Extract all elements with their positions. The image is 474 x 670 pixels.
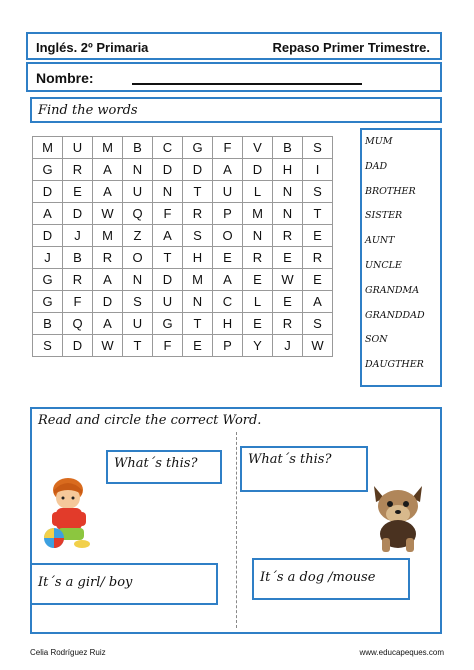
word-list-item: MUM — [365, 136, 393, 147]
grid-cell[interactable]: R — [243, 247, 273, 269]
grid-cell[interactable]: N — [243, 225, 273, 247]
grid-cell[interactable]: A — [153, 225, 183, 247]
grid-cell[interactable]: D — [33, 225, 63, 247]
word-list-item: DAUGTHER — [365, 359, 424, 371]
grid-row — [33, 247, 333, 269]
grid-cell[interactable]: E — [273, 291, 303, 313]
dog-illustration — [364, 480, 432, 554]
grid-row — [33, 335, 333, 357]
grid-cell[interactable]: A — [93, 181, 123, 203]
grid-cell[interactable]: F — [153, 335, 183, 357]
grid-cell[interactable]: E — [273, 247, 303, 269]
grid-cell[interactable]: J — [273, 335, 303, 357]
grid-cell[interactable]: M — [183, 269, 213, 291]
question-right-text: What´s this? — [248, 452, 332, 467]
grid-cell[interactable]: J — [63, 225, 93, 247]
answer-right-text: It´s a dog /mouse — [260, 570, 376, 585]
word-list-item: UNCLE — [365, 259, 402, 271]
grid-cell[interactable]: M — [93, 137, 123, 159]
grid-cell[interactable]: U — [123, 313, 153, 335]
grid-cell[interactable]: R — [273, 225, 303, 247]
grid-cell[interactable]: B — [273, 137, 303, 159]
grid-cell[interactable]: E — [243, 313, 273, 335]
grid-cell[interactable]: A — [213, 269, 243, 291]
grid-cell[interactable]: B — [63, 247, 93, 269]
grid-cell[interactable]: O — [123, 247, 153, 269]
grid-cell[interactable]: H — [183, 247, 213, 269]
grid-cell[interactable]: G — [33, 291, 63, 313]
grid-cell[interactable]: D — [33, 181, 63, 203]
read-circle-title: Read and circle the correct Word. — [38, 413, 262, 428]
grid-cell[interactable]: G — [33, 159, 63, 181]
grid-cell[interactable]: D — [63, 203, 93, 225]
answer-left-text: It´s a girl/ boy — [38, 575, 133, 590]
grid-cell[interactable]: D — [93, 291, 123, 313]
grid-cell[interactable]: G — [183, 137, 213, 159]
find-words-box — [30, 97, 442, 123]
word-list-item: GRANDMA — [365, 284, 420, 296]
grid-row — [33, 159, 333, 181]
grid-cell[interactable]: Y — [243, 335, 273, 357]
grid-cell[interactable]: F — [153, 203, 183, 225]
grid-cell[interactable]: E — [303, 269, 333, 291]
grid-cell[interactable]: D — [153, 159, 183, 181]
header-box — [26, 32, 442, 60]
find-words-title: Find the words — [38, 103, 138, 118]
subject-label: Inglés. 2º Primaria — [36, 40, 149, 55]
grid-row — [33, 291, 333, 313]
grid-cell[interactable]: D — [183, 159, 213, 181]
grid-cell[interactable]: P — [213, 203, 243, 225]
name-line[interactable] — [132, 83, 362, 85]
grid-cell[interactable]: R — [63, 159, 93, 181]
footer-author: Celia Rodríguez Ruiz — [30, 648, 106, 657]
grid-cell[interactable]: T — [303, 203, 333, 225]
grid-row — [33, 225, 333, 247]
grid-cell[interactable]: Q — [123, 203, 153, 225]
name-label: Nombre: — [36, 70, 94, 86]
grid-cell[interactable]: N — [153, 181, 183, 203]
grid-cell[interactable]: G — [153, 313, 183, 335]
grid-cell[interactable]: E — [303, 225, 333, 247]
word-list-item: GRANDDAD — [365, 309, 425, 321]
word-list-item: AUNT — [365, 235, 395, 247]
grid-cell[interactable]: T — [183, 181, 213, 203]
question-left — [106, 450, 222, 484]
word-list-item: DAD — [365, 160, 388, 172]
grid-cell[interactable]: L — [243, 181, 273, 203]
read-circle-box — [30, 407, 442, 434]
grid-cell[interactable]: C — [153, 137, 183, 159]
grid-cell[interactable]: C — [213, 291, 243, 313]
grid-cell[interactable]: W — [93, 335, 123, 357]
grid-cell[interactable]: R — [273, 313, 303, 335]
grid-cell[interactable]: R — [93, 247, 123, 269]
grid-cell[interactable]: H — [273, 159, 303, 181]
answer-right[interactable] — [252, 558, 410, 600]
grid-cell[interactable]: D — [243, 159, 273, 181]
grid-cell[interactable]: E — [213, 247, 243, 269]
grid-cell[interactable]: T — [183, 313, 213, 335]
grid-cell[interactable]: F — [213, 137, 243, 159]
grid-cell[interactable]: B — [123, 137, 153, 159]
grid-cell[interactable]: B — [33, 313, 63, 335]
grid-cell[interactable]: M — [33, 137, 63, 159]
grid-cell[interactable]: A — [93, 159, 123, 181]
grid-cell[interactable]: N — [273, 203, 303, 225]
grid-cell[interactable]: T — [123, 335, 153, 357]
grid-cell[interactable]: S — [33, 335, 63, 357]
page-title: Repaso Primer Trimestre. — [272, 40, 430, 55]
question-right — [240, 446, 368, 492]
grid-cell[interactable]: D — [63, 335, 93, 357]
grid-cell[interactable]: A — [213, 159, 243, 181]
grid-cell[interactable]: M — [243, 203, 273, 225]
grid-cell[interactable]: T — [153, 247, 183, 269]
word-search-grid — [32, 136, 333, 357]
grid-cell[interactable]: H — [213, 313, 243, 335]
grid-cell[interactable]: S — [303, 181, 333, 203]
grid-cell[interactable]: S — [303, 313, 333, 335]
question-left-text: What´s this? — [114, 456, 198, 471]
grid-row — [33, 269, 333, 291]
grid-cell[interactable]: S — [183, 225, 213, 247]
grid-cell[interactable]: A — [33, 203, 63, 225]
grid-cell[interactable]: D — [153, 269, 183, 291]
grid-cell[interactable]: A — [303, 291, 333, 313]
grid-cell[interactable]: Q — [63, 313, 93, 335]
grid-cell[interactable]: G — [33, 269, 63, 291]
grid-cell[interactable]: V — [243, 137, 273, 159]
grid-cell[interactable]: J — [33, 247, 63, 269]
grid-cell[interactable]: E — [63, 181, 93, 203]
grid-row — [33, 181, 333, 203]
grid-cell[interactable]: E — [243, 269, 273, 291]
grid-cell[interactable]: S — [123, 291, 153, 313]
grid-cell[interactable]: P — [213, 335, 243, 357]
grid-cell[interactable]: A — [93, 313, 123, 335]
grid-cell[interactable]: F — [63, 291, 93, 313]
word-list — [360, 128, 442, 387]
panel-divider — [236, 432, 237, 628]
word-list-item: SISTER — [365, 210, 403, 222]
grid-row — [33, 313, 333, 335]
answer-left[interactable] — [30, 563, 218, 605]
grid-cell[interactable]: U — [213, 181, 243, 203]
grid-cell[interactable]: S — [303, 137, 333, 159]
grid-cell[interactable]: O — [213, 225, 243, 247]
grid-cell[interactable]: W — [93, 203, 123, 225]
grid-cell[interactable]: U — [63, 137, 93, 159]
boy-illustration — [38, 476, 100, 554]
grid-cell[interactable]: R — [63, 269, 93, 291]
word-list-item: SON — [365, 334, 388, 346]
footer-site[interactable]: www.educapeques.com — [359, 648, 444, 657]
grid-cell[interactable]: N — [183, 291, 213, 313]
grid-cell[interactable]: A — [93, 269, 123, 291]
grid-row — [33, 203, 333, 225]
grid-cell[interactable]: E — [183, 335, 213, 357]
grid-cell[interactable]: U — [153, 291, 183, 313]
grid-cell[interactable]: W — [303, 335, 333, 357]
grid-row — [33, 137, 333, 159]
grid-cell[interactable]: Z — [123, 225, 153, 247]
word-list-item: BROTHER — [365, 185, 416, 197]
grid-cell[interactable]: U — [123, 181, 153, 203]
grid-cell[interactable]: L — [243, 291, 273, 313]
grid-cell[interactable]: I — [303, 159, 333, 181]
name-box — [26, 62, 442, 92]
grid-cell[interactable]: N — [123, 269, 153, 291]
grid-cell[interactable]: N — [123, 159, 153, 181]
grid-cell[interactable]: R — [183, 203, 213, 225]
grid-cell[interactable]: R — [303, 247, 333, 269]
grid-cell[interactable]: N — [273, 181, 303, 203]
grid-cell[interactable]: M — [93, 225, 123, 247]
grid-cell[interactable]: W — [273, 269, 303, 291]
